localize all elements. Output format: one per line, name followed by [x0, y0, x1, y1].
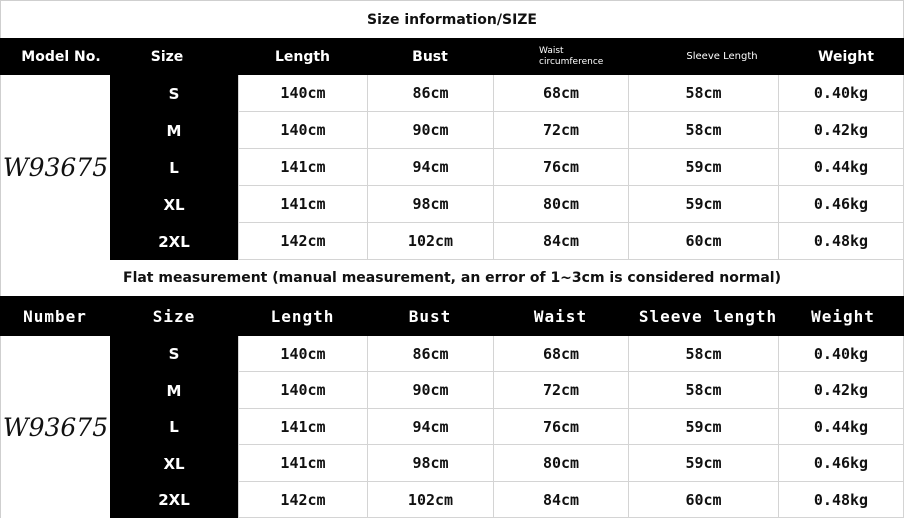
header-sleeve-length: Sleeve Length	[686, 51, 758, 62]
weight-cell: 0.46kg	[778, 445, 904, 482]
length-cell: 140cm	[238, 336, 367, 372]
length-cell: 141cm	[238, 409, 367, 445]
waist-cell: 68cm	[493, 75, 628, 112]
bust-cell: 86cm	[367, 75, 493, 112]
sleeve-cell: 58cm	[628, 112, 778, 149]
sleeve-cell: 59cm	[628, 186, 778, 223]
model-number-cell: W93675	[0, 75, 110, 260]
size-table-header-2	[0, 296, 904, 336]
bust-cell: 98cm	[367, 445, 493, 482]
weight-cell: 0.46kg	[778, 186, 904, 223]
header-waist-circumference: Waist circumference	[539, 45, 604, 67]
table-row	[238, 482, 904, 518]
weight-cell: 0.44kg	[778, 409, 904, 445]
header-bust: Bust	[408, 306, 452, 326]
waist-cell: 72cm	[493, 372, 628, 409]
length-cell: 142cm	[238, 223, 367, 260]
bust-cell: 102cm	[367, 482, 493, 518]
weight-cell: 0.40kg	[778, 336, 904, 372]
size-table-1-body	[0, 75, 904, 260]
header-length: Length	[274, 48, 331, 65]
size-label: S	[168, 84, 180, 103]
size-table-2-body	[0, 336, 904, 518]
table-row	[238, 149, 904, 186]
length-cell: 141cm	[238, 186, 367, 223]
size-info-title: Size information/SIZE	[0, 0, 904, 38]
weight-cell: 0.42kg	[778, 112, 904, 149]
sleeve-cell: 59cm	[628, 445, 778, 482]
waist-cell: 68cm	[493, 336, 628, 372]
sleeve-cell: 58cm	[628, 372, 778, 409]
bust-cell: 94cm	[367, 409, 493, 445]
size-label: L	[169, 418, 179, 436]
weight-cell: 0.42kg	[778, 372, 904, 409]
size-column	[110, 336, 238, 518]
table-row	[238, 223, 904, 260]
table-row	[238, 336, 904, 372]
bust-cell: 90cm	[367, 112, 493, 149]
header-waist: Waist	[533, 306, 588, 326]
size-label: XL	[163, 454, 185, 473]
waist-cell: 84cm	[493, 482, 628, 518]
length-cell: 141cm	[238, 445, 367, 482]
table-row	[238, 445, 904, 482]
header-size: Size	[150, 48, 184, 65]
size-label: L	[169, 158, 179, 177]
length-cell: 140cm	[238, 112, 367, 149]
waist-cell: 76cm	[493, 409, 628, 445]
size-label: 2XL	[158, 232, 190, 251]
weight-cell: 0.40kg	[778, 75, 904, 112]
flat-measurement-note: Flat measurement (manual measurement, an error of 1~3cm is considered normal)	[0, 260, 904, 296]
size-label: XL	[163, 195, 185, 214]
weight-cell: 0.48kg	[778, 223, 904, 260]
waist-cell: 76cm	[493, 149, 628, 186]
table-row	[238, 409, 904, 445]
waist-cell: 80cm	[493, 186, 628, 223]
weight-cell: 0.48kg	[778, 482, 904, 518]
sleeve-cell: 58cm	[628, 336, 778, 372]
header-weight: Weight	[818, 48, 874, 65]
length-cell: 140cm	[238, 75, 367, 112]
length-cell: 142cm	[238, 482, 367, 518]
bust-cell: 98cm	[367, 186, 493, 223]
model-number-cell: W93675	[0, 336, 110, 518]
header-weight: Weight	[811, 306, 875, 326]
length-cell: 140cm	[238, 372, 367, 409]
header-size: Size	[152, 306, 196, 326]
header-sleeve-length: Sleeve length	[638, 306, 778, 326]
sleeve-cell: 60cm	[628, 223, 778, 260]
bust-cell: 90cm	[367, 372, 493, 409]
sleeve-cell: 59cm	[628, 149, 778, 186]
header-bust: Bust	[412, 48, 448, 65]
length-cell: 141cm	[238, 149, 367, 186]
waist-cell: 80cm	[493, 445, 628, 482]
sleeve-cell: 59cm	[628, 409, 778, 445]
size-label: M	[166, 121, 182, 140]
table-row	[238, 75, 904, 112]
size-table-header-1	[0, 38, 904, 75]
size-label: M	[166, 381, 182, 400]
header-number: Number	[23, 306, 87, 326]
bust-cell: 102cm	[367, 223, 493, 260]
header-length: Length	[270, 306, 335, 326]
size-label: S	[168, 345, 180, 363]
table-row	[238, 186, 904, 223]
header-model-no: Model No.	[21, 48, 101, 65]
size-column	[110, 75, 238, 260]
size-label: 2XL	[158, 491, 190, 509]
bust-cell: 94cm	[367, 149, 493, 186]
waist-cell: 84cm	[493, 223, 628, 260]
table-row	[238, 372, 904, 409]
sleeve-cell: 60cm	[628, 482, 778, 518]
waist-cell: 72cm	[493, 112, 628, 149]
table-row	[238, 112, 904, 149]
weight-cell: 0.44kg	[778, 149, 904, 186]
sleeve-cell: 58cm	[628, 75, 778, 112]
bust-cell: 86cm	[367, 336, 493, 372]
